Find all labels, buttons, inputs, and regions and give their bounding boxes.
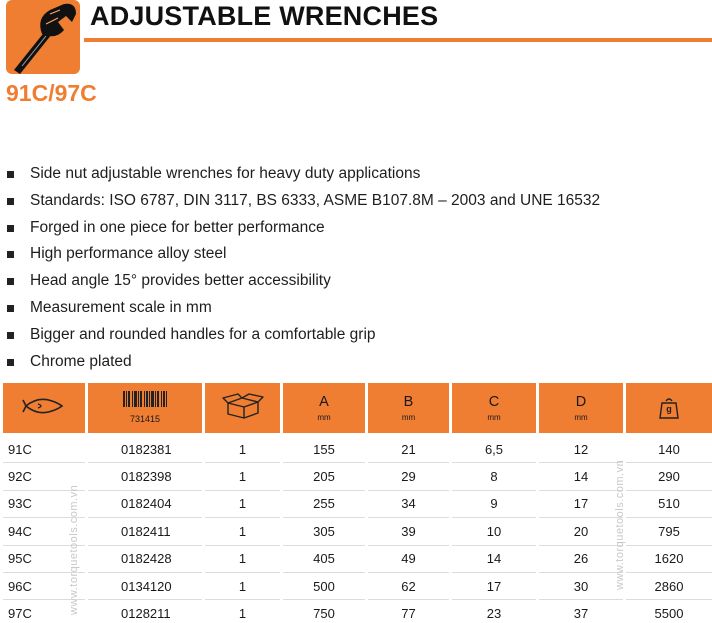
table-row: 96C 0134120 1 500 62 17 30 2860: [3, 573, 712, 600]
header-weight-cell: [626, 383, 712, 436]
feature-item: Standards: ISO 6787, DIN 3117, BS 6333, ASME B107.8M – 2003 and UNE 16532: [6, 191, 600, 218]
feature-item: Measurement scale in mm: [6, 298, 600, 325]
feature-item: Side nut adjustable wrenches for heavy duty applications: [6, 164, 600, 191]
page-title: ADJUSTABLE WRENCHES: [90, 1, 439, 31]
table-row: 91C 0182381 1 155 21 6,5 12 140: [3, 436, 712, 463]
header-a-cell: A mm: [283, 383, 365, 436]
bullet-icon: [7, 225, 14, 232]
bullet-icon: [7, 171, 14, 178]
spec-table: [0, 383, 712, 623]
bullet-icon: [7, 251, 14, 258]
feature-item: Bigger and rounded handles for a comfortable grip: [6, 325, 600, 352]
watermark-left: www.torquetools.com.vn: [68, 484, 80, 615]
bullet-icon: [7, 198, 14, 205]
bullet-icon: [7, 278, 14, 285]
feature-item: Forged in one piece for better performance: [6, 218, 600, 245]
header-c-cell: C mm: [452, 383, 536, 436]
bullet-icon: [7, 305, 14, 312]
logo-box: [6, 0, 80, 74]
box-icon: [222, 393, 264, 419]
bullet-icon: [7, 359, 14, 366]
header-d-cell: D mm: [539, 383, 623, 436]
feature-list: [6, 164, 600, 378]
table-row: 97C 0128211 1 750 77 23 37 5500: [3, 600, 712, 623]
title-underline: [84, 38, 712, 42]
weight-icon: g: [659, 397, 679, 419]
feature-item: Head angle 15° provides better accessibility: [6, 271, 600, 298]
model-range: 91C/97C: [6, 80, 97, 106]
table-row: 92C 0182398 1 205 29 8 14 290: [3, 463, 712, 490]
fish-icon: [22, 395, 66, 417]
header-model-cell: [3, 383, 85, 436]
feature-item: High performance alloy steel: [6, 244, 600, 271]
table-row: 95C 0182428 1 405 49 14 26 1620: [3, 546, 712, 573]
table-row: 94C 0182411 1 305 39 10 20 795: [3, 518, 712, 545]
header-barcode-cell: [88, 383, 202, 436]
table-row: 93C 0182404 1 255 34 9 17 510: [3, 491, 712, 518]
header-qty-cell: [205, 383, 280, 436]
barcode-icon: [123, 391, 167, 407]
adjustable-wrench-icon: [6, 0, 80, 74]
header-b-cell: B mm: [368, 383, 449, 436]
bullet-icon: [7, 332, 14, 339]
table-header-row: [3, 383, 712, 436]
barcode-number: 731415: [129, 414, 161, 424]
feature-item: Chrome plated: [6, 352, 600, 379]
watermark-right: www.torquetools.com.vn: [614, 459, 626, 590]
